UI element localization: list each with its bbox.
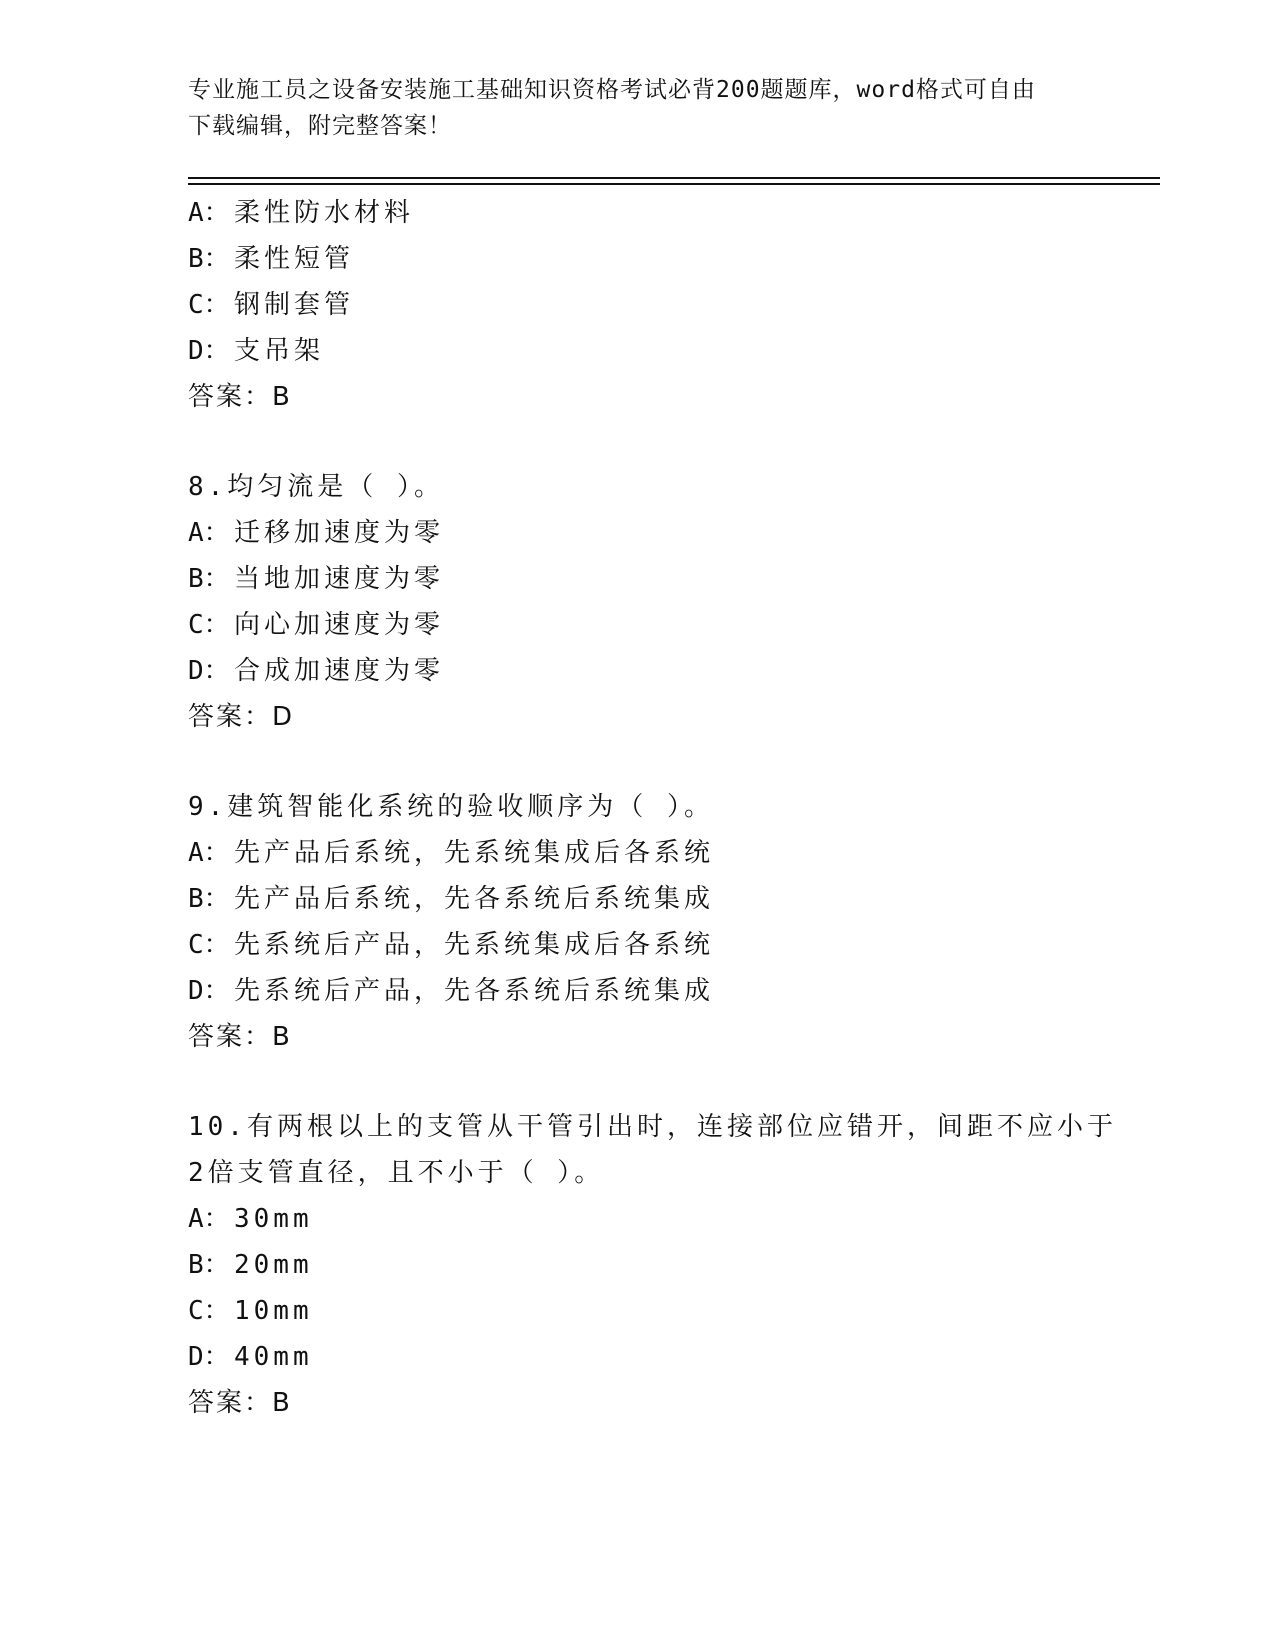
option-d: D： 合成加速度为零	[188, 656, 445, 686]
document-header	[188, 72, 1068, 144]
option-a: A： 先产品后系统，先系统集成后各系统	[188, 838, 715, 868]
option-a: A： 柔性防水材料	[188, 198, 415, 228]
answer: 答案：B	[188, 382, 292, 412]
question-stem: 9.建筑智能化系统的验收顺序为（ ）。	[188, 792, 714, 822]
spacer	[188, 420, 1128, 464]
question-stem: 8.均匀流是（ ）。	[188, 472, 444, 502]
question-list	[188, 190, 1128, 1426]
question-8	[188, 464, 1128, 740]
answer: 答案：D	[188, 702, 295, 732]
option-c: C： 先系统后产品，先系统集成后各系统	[188, 930, 715, 960]
answer: 答案：B	[188, 1388, 292, 1418]
option-b: B： 先产品后系统，先各系统后系统集成	[188, 884, 715, 914]
question-7	[188, 190, 1128, 420]
option-c: C： 向心加速度为零	[188, 610, 445, 640]
question-stem-line-2: 2倍支管直径，且不小于（ ）。	[188, 1158, 605, 1188]
spacer	[188, 740, 1128, 784]
option-d: D： 支吊架	[188, 336, 325, 366]
option-a: A： 30mm	[188, 1204, 313, 1234]
header-rule-bottom	[188, 183, 1160, 185]
header-line-2: 下载编辑，附完整答案！	[188, 113, 452, 139]
question-9	[188, 784, 1128, 1060]
option-c: C： 10mm	[188, 1296, 313, 1326]
option-c: C： 钢制套管	[188, 290, 355, 320]
option-d: D： 先系统后产品，先各系统后系统集成	[188, 976, 715, 1006]
option-a: A： 迁移加速度为零	[188, 518, 445, 548]
header-line-1: 专业施工员之设备安装施工基础知识资格考试必背200题题库，word格式可自由	[188, 77, 1036, 103]
spacer	[188, 1060, 1128, 1104]
question-10	[188, 1104, 1128, 1426]
option-b: B： 柔性短管	[188, 244, 355, 274]
header-rule-top	[188, 177, 1160, 179]
question-stem-line-1: 10.有两根以上的支管从干管引出时，连接部位应错开，间距不应小于	[188, 1112, 1117, 1142]
option-d: D： 40mm	[188, 1342, 313, 1372]
answer: 答案：B	[188, 1022, 292, 1052]
option-b: B： 20mm	[188, 1250, 313, 1280]
option-b: B： 当地加速度为零	[188, 564, 445, 594]
